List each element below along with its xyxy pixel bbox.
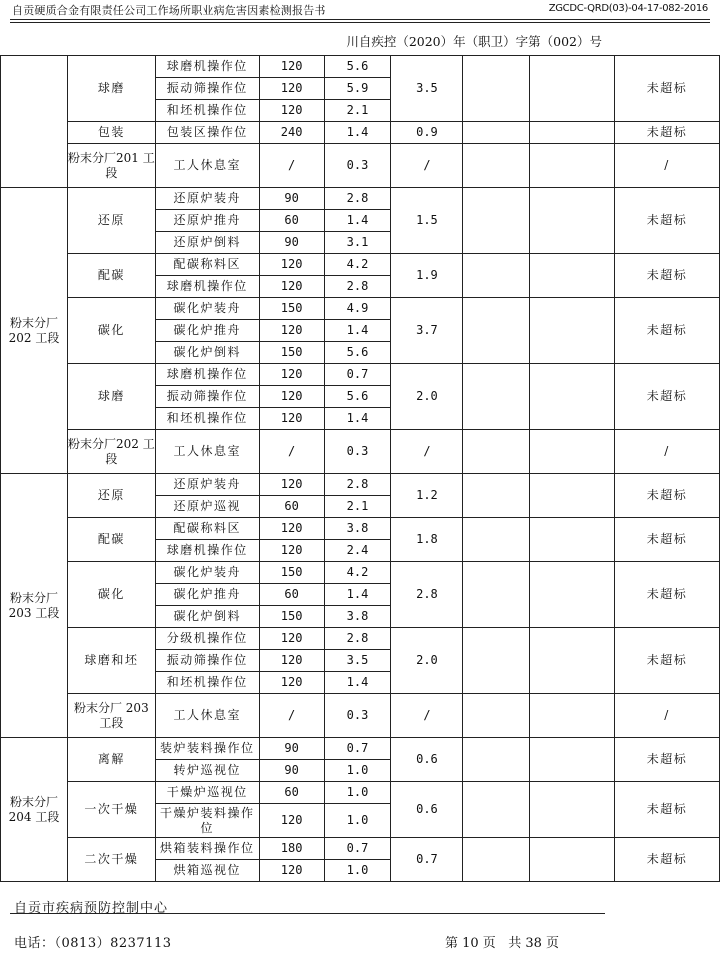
area-cell: 粉末分厂 204 工段 (1, 738, 68, 882)
process-cell: 粉末分厂 203 工段 (67, 694, 155, 738)
position-cell: 碳化炉倒料 (155, 606, 259, 628)
position-cell: 碳化炉倒料 (155, 342, 259, 364)
detection-results-table (0, 55, 720, 882)
concentration-cell: 0.7 (324, 838, 391, 860)
position-cell: 碳化炉推舟 (155, 584, 259, 606)
duration-cell: 120 (259, 518, 324, 540)
concentration-cell: 1.0 (324, 782, 391, 804)
process-cell: 还原 (67, 188, 155, 254)
position-cell: 干燥炉巡视位 (155, 782, 259, 804)
concentration-cell: 2.8 (324, 474, 391, 496)
footer-phone: 电话：（0813）8237113 (14, 936, 172, 951)
twa-cell: 1.9 (391, 254, 463, 298)
position-cell: 包装区操作位 (155, 122, 259, 144)
empty-cell (463, 364, 530, 430)
position-cell: 碳化炉推舟 (155, 320, 259, 342)
position-cell: 振动筛操作位 (155, 78, 259, 100)
result-cell: / (615, 694, 720, 738)
position-cell: 还原炉装舟 (155, 188, 259, 210)
concentration-cell: 0.3 (324, 694, 391, 738)
duration-cell: 120 (259, 650, 324, 672)
table-row (1, 188, 720, 210)
empty-cell (530, 694, 615, 738)
table-row (1, 474, 720, 496)
concentration-cell: 1.0 (324, 804, 391, 838)
result-cell: 未超标 (615, 298, 720, 364)
duration-cell: 120 (259, 540, 324, 562)
empty-cell (463, 254, 530, 298)
table-row (1, 738, 720, 760)
duration-cell: 120 (259, 672, 324, 694)
empty-cell (530, 188, 615, 254)
doc-header-code: ZGCDC-QRD(03)-04-17-082-2016 (548, 3, 708, 14)
table-row (1, 518, 720, 540)
position-cell: 工人休息室 (155, 144, 259, 188)
empty-cell (463, 474, 530, 518)
duration-cell: 90 (259, 760, 324, 782)
concentration-cell: 2.1 (324, 100, 391, 122)
position-cell: 装炉装料操作位 (155, 738, 259, 760)
table-row (1, 254, 720, 276)
position-cell: 工人休息室 (155, 694, 259, 738)
twa-cell: / (391, 430, 463, 474)
duration-cell: 150 (259, 298, 324, 320)
result-cell: 未超标 (615, 782, 720, 838)
table-row (1, 298, 720, 320)
twa-cell: 0.9 (391, 122, 463, 144)
duration-cell: 90 (259, 738, 324, 760)
process-cell: 球磨 (67, 364, 155, 430)
empty-cell (530, 474, 615, 518)
duration-cell: 120 (259, 628, 324, 650)
concentration-cell: 2.4 (324, 540, 391, 562)
process-cell: 二次干燥 (67, 838, 155, 882)
process-cell: 球磨 (67, 56, 155, 122)
empty-cell (530, 122, 615, 144)
position-cell: 碳化炉装舟 (155, 562, 259, 584)
concentration-cell: 1.4 (324, 210, 391, 232)
position-cell: 烘箱巡视位 (155, 860, 259, 882)
duration-cell: 120 (259, 254, 324, 276)
concentration-cell: 5.9 (324, 78, 391, 100)
empty-cell (530, 364, 615, 430)
empty-cell (463, 56, 530, 122)
position-cell: 还原炉推舟 (155, 210, 259, 232)
twa-cell: / (391, 144, 463, 188)
concentration-cell: 2.8 (324, 276, 391, 298)
duration-cell: 180 (259, 838, 324, 860)
empty-cell (530, 738, 615, 782)
empty-cell (530, 562, 615, 628)
concentration-cell: 2.8 (324, 188, 391, 210)
twa-cell: 3.5 (391, 56, 463, 122)
twa-cell: 0.6 (391, 738, 463, 782)
position-cell: 还原炉倒料 (155, 232, 259, 254)
concentration-cell: 5.6 (324, 342, 391, 364)
table-row (1, 364, 720, 386)
concentration-cell: 0.3 (324, 144, 391, 188)
duration-cell: 120 (259, 320, 324, 342)
empty-cell (463, 782, 530, 838)
result-cell: 未超标 (615, 188, 720, 254)
report-number: 川自疾控（2020）年（职卫）字第（002）号 (346, 34, 602, 49)
duration-cell: 120 (259, 408, 324, 430)
table-row (1, 56, 720, 78)
process-cell: 粉末分厂202 工段 (67, 430, 155, 474)
result-cell: 未超标 (615, 364, 720, 430)
twa-cell: 2.8 (391, 562, 463, 628)
concentration-cell: 1.0 (324, 860, 391, 882)
empty-cell (530, 782, 615, 838)
empty-cell (463, 122, 530, 144)
position-cell: 和坯机操作位 (155, 100, 259, 122)
process-cell: 离解 (67, 738, 155, 782)
duration-cell: 120 (259, 56, 324, 78)
concentration-cell: 4.2 (324, 562, 391, 584)
empty-cell (530, 144, 615, 188)
duration-cell: 60 (259, 782, 324, 804)
position-cell: 转炉巡视位 (155, 760, 259, 782)
area-cell: 粉末分厂 203 工段 (1, 474, 68, 738)
duration-cell: 120 (259, 364, 324, 386)
concentration-cell: 5.6 (324, 386, 391, 408)
empty-cell (530, 518, 615, 562)
table-row (1, 562, 720, 584)
concentration-cell: 3.5 (324, 650, 391, 672)
process-cell: 配碳 (67, 254, 155, 298)
table-row (1, 122, 720, 144)
result-cell: / (615, 430, 720, 474)
result-cell: 未超标 (615, 474, 720, 518)
position-cell: 烘箱装料操作位 (155, 838, 259, 860)
concentration-cell: 3.8 (324, 518, 391, 540)
empty-cell (530, 628, 615, 694)
empty-cell (463, 518, 530, 562)
duration-cell: 60 (259, 496, 324, 518)
empty-cell (463, 430, 530, 474)
concentration-cell: 1.4 (324, 584, 391, 606)
empty-cell (530, 838, 615, 882)
empty-cell (463, 738, 530, 782)
position-cell: 球磨机操作位 (155, 56, 259, 78)
empty-cell (463, 694, 530, 738)
empty-cell (463, 562, 530, 628)
concentration-cell: 0.7 (324, 738, 391, 760)
duration-cell: 120 (259, 804, 324, 838)
concentration-cell: 0.7 (324, 364, 391, 386)
twa-cell: 3.7 (391, 298, 463, 364)
duration-cell: 150 (259, 342, 324, 364)
duration-cell: / (259, 144, 324, 188)
concentration-cell: 3.1 (324, 232, 391, 254)
footer-organization: 自贡市疾病预防控制中心 (14, 901, 169, 916)
duration-cell: 150 (259, 562, 324, 584)
concentration-cell: 1.0 (324, 760, 391, 782)
empty-cell (463, 628, 530, 694)
position-cell: 工人休息室 (155, 430, 259, 474)
position-cell: 球磨机操作位 (155, 540, 259, 562)
doc-header-title: 自贡硬质合金有限责任公司工作场所职业病危害因素检测报告书 (12, 4, 326, 17)
process-cell: 粉末分厂201 工段 (67, 144, 155, 188)
duration-cell: 120 (259, 100, 324, 122)
table-row (1, 782, 720, 804)
result-cell: 未超标 (615, 56, 720, 122)
twa-cell: 0.7 (391, 838, 463, 882)
concentration-cell: 2.8 (324, 628, 391, 650)
empty-cell (530, 298, 615, 364)
footer-rule (10, 913, 605, 914)
position-cell: 配碳称料区 (155, 254, 259, 276)
result-cell: 未超标 (615, 254, 720, 298)
concentration-cell: 4.2 (324, 254, 391, 276)
table-row (1, 694, 720, 738)
empty-cell (463, 144, 530, 188)
duration-cell: 120 (259, 78, 324, 100)
concentration-cell: 5.6 (324, 56, 391, 78)
duration-cell: 120 (259, 276, 324, 298)
result-cell: 未超标 (615, 838, 720, 882)
position-cell: 球磨机操作位 (155, 276, 259, 298)
result-cell: 未超标 (615, 738, 720, 782)
process-cell: 还原 (67, 474, 155, 518)
position-cell: 分级机操作位 (155, 628, 259, 650)
duration-cell: 90 (259, 232, 324, 254)
concentration-cell: 1.4 (324, 672, 391, 694)
result-cell: / (615, 144, 720, 188)
concentration-cell: 1.4 (324, 320, 391, 342)
twa-cell: 1.8 (391, 518, 463, 562)
duration-cell: 240 (259, 122, 324, 144)
empty-cell (530, 56, 615, 122)
result-cell: 未超标 (615, 562, 720, 628)
process-cell: 球磨和坯 (67, 628, 155, 694)
concentration-cell: 1.4 (324, 122, 391, 144)
duration-cell: 60 (259, 210, 324, 232)
position-cell: 球磨机操作位 (155, 364, 259, 386)
page-number: 第 10 页 共 38 页 (445, 936, 560, 951)
result-cell: 未超标 (615, 122, 720, 144)
twa-cell: 1.2 (391, 474, 463, 518)
table-row (1, 628, 720, 650)
position-cell: 振动筛操作位 (155, 386, 259, 408)
table-row (1, 838, 720, 860)
position-cell: 还原炉巡视 (155, 496, 259, 518)
concentration-cell: 4.9 (324, 298, 391, 320)
duration-cell: / (259, 430, 324, 474)
process-cell: 包装 (67, 122, 155, 144)
process-cell: 一次干燥 (67, 782, 155, 838)
position-cell: 碳化炉装舟 (155, 298, 259, 320)
process-cell: 碳化 (67, 562, 155, 628)
result-cell: 未超标 (615, 628, 720, 694)
twa-cell: 1.5 (391, 188, 463, 254)
header-rule (10, 19, 710, 23)
duration-cell: 120 (259, 860, 324, 882)
concentration-cell: 1.4 (324, 408, 391, 430)
position-cell: 配碳称料区 (155, 518, 259, 540)
area-cell (1, 56, 68, 188)
process-cell: 配碳 (67, 518, 155, 562)
position-cell: 振动筛操作位 (155, 650, 259, 672)
position-cell: 干燥炉装料操作位 (155, 804, 259, 838)
empty-cell (463, 838, 530, 882)
twa-cell: 2.0 (391, 364, 463, 430)
position-cell: 还原炉装舟 (155, 474, 259, 496)
process-cell: 碳化 (67, 298, 155, 364)
duration-cell: 60 (259, 584, 324, 606)
twa-cell: 0.6 (391, 782, 463, 838)
area-cell: 粉末分厂 202 工段 (1, 188, 68, 474)
result-cell: 未超标 (615, 518, 720, 562)
concentration-cell: 0.3 (324, 430, 391, 474)
duration-cell: 150 (259, 606, 324, 628)
duration-cell: 120 (259, 474, 324, 496)
duration-cell: 90 (259, 188, 324, 210)
duration-cell: / (259, 694, 324, 738)
empty-cell (530, 254, 615, 298)
empty-cell (463, 298, 530, 364)
concentration-cell: 3.8 (324, 606, 391, 628)
empty-cell (530, 430, 615, 474)
duration-cell: 120 (259, 386, 324, 408)
table-row (1, 430, 720, 474)
position-cell: 和坯机操作位 (155, 672, 259, 694)
table-row (1, 144, 720, 188)
position-cell: 和坯机操作位 (155, 408, 259, 430)
twa-cell: 2.0 (391, 628, 463, 694)
empty-cell (463, 188, 530, 254)
concentration-cell: 2.1 (324, 496, 391, 518)
twa-cell: / (391, 694, 463, 738)
